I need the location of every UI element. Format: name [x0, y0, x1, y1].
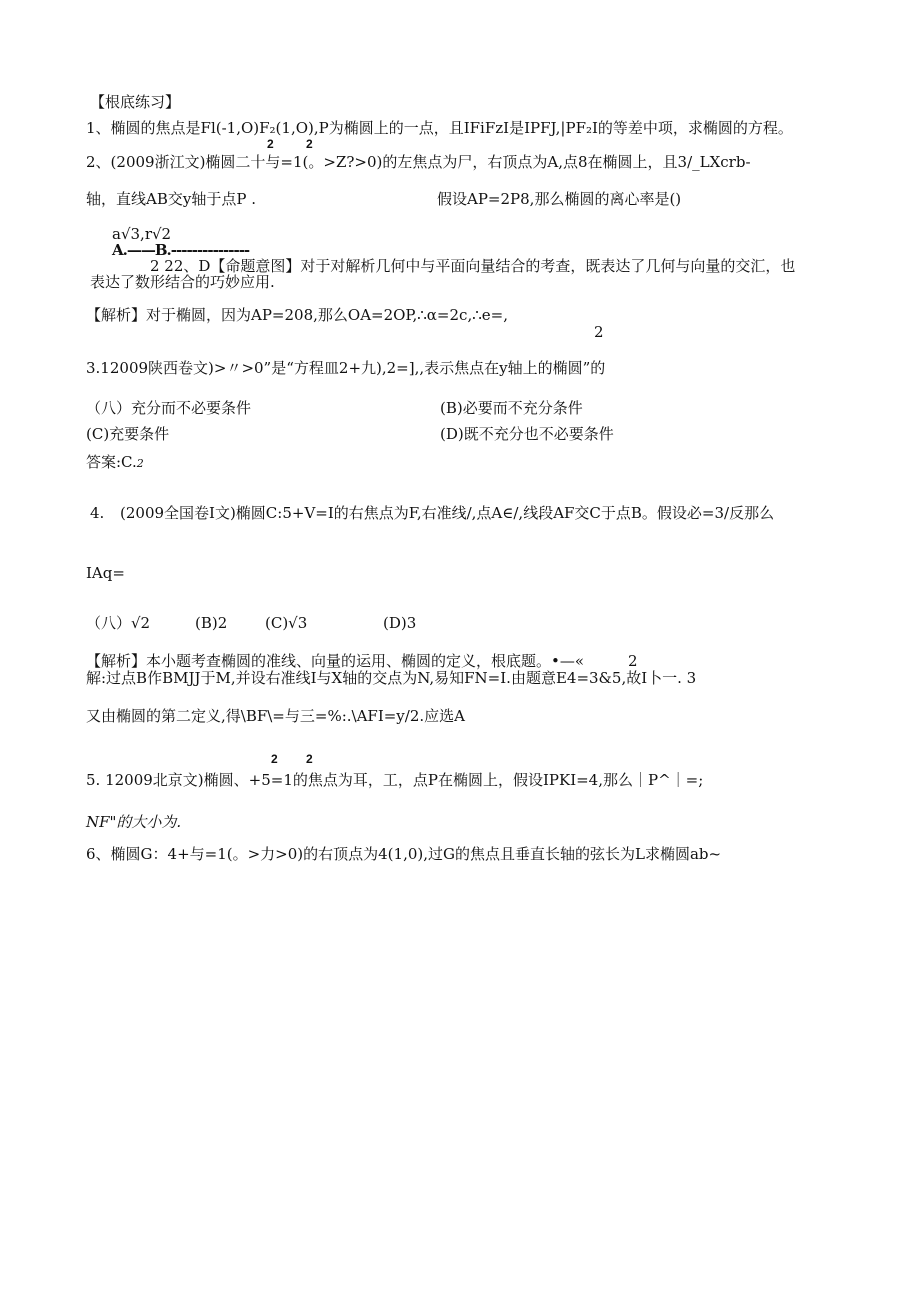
- question-5-stem: 5. 12009北京文)椭圆、+5=1的焦点为耳，工，点P在椭圆上，假设IPKI=4,那么｜P^｜=;: [86, 771, 704, 789]
- question-4-solution: 解:过点B作BMJJ于M,并设右准线I与X轴的交点为N,易知FN=I.由题意E4=3&5,故I卜一. 3: [86, 669, 697, 687]
- question-2-options: A.——B.---------------: [112, 241, 250, 259]
- question-2-intent-cont: 表达了数形结合的巧妙应用.: [90, 273, 275, 291]
- section-title: 【根底练习】: [90, 93, 181, 111]
- question-3-stem: 3.12009陕西卷文)>〃>0”是“方程皿2+九),2=],,表示焦点在y轴上的椭圆”的: [86, 359, 606, 377]
- question-4-option-a: （八）√2: [86, 614, 151, 632]
- question-3-option-b: (B)必要而不充分条件: [440, 399, 583, 417]
- question-5-superscript-a: 2: [271, 752, 278, 766]
- question-4-option-d: (D)3: [383, 614, 417, 632]
- question-2-stem-cont: 轴，直线AB交y轴于点P .: [86, 190, 256, 208]
- question-3-option-c: (C)充要条件: [86, 425, 170, 443]
- question-2-intent: 2 22、D【命题意图】对于对解析几何中与平面向量结合的考查，既表达了几何与向量的交汇，也: [150, 257, 796, 275]
- question-6-stem: 6、椭圆G：4+与=1(。>力>0)的右顶点为4(1,0),过G的焦点且垂直长轴的弦长为L求椭圆ab~: [86, 845, 722, 863]
- question-4-solution-cont: 又由椭圆的第二定义,得\BF\=与三=%:.\AFI=y/2.应选A: [86, 707, 465, 725]
- question-2-condition: 假设AP=2P8,那么椭圆的离心率是(): [437, 190, 682, 208]
- question-3-answer-subscript: 2: [136, 457, 144, 470]
- question-2-stem: 2、(2009浙江文)椭圆二十与=1(。>Z?>0)的左焦点为尸，右顶点为A,点8在椭圆上，且3/_LXcrb-: [86, 153, 751, 171]
- question-2-superscript-a: 2: [267, 137, 274, 151]
- question-3-option-a: （八）充分而不必要条件: [86, 399, 252, 417]
- question-4-option-b: (B)2: [195, 614, 228, 632]
- question-3-answer-text: 答案:C.: [86, 453, 137, 471]
- question-1: 1、椭圆的焦点是Fl(-1,O)F₂(1,O),P为椭圆上的一点，且IFiFzI是IPFJ,|PF₂I的等差中项，求椭圆的方程。: [86, 119, 793, 137]
- question-2-analysis: 【解析】对于椭圆，因为AP=208,那么OA=2OP,∴α=2c,∴e=,: [86, 306, 508, 324]
- question-3-option-d: (D)既不充分也不必要条件: [440, 425, 614, 443]
- question-2-analysis-number: 2: [594, 323, 604, 341]
- question-4-option-c: (C)√3: [265, 614, 308, 632]
- question-4-analysis-number: 2: [628, 652, 638, 670]
- question-4-number: 4.: [90, 504, 105, 522]
- question-2-options-top: a√3,r√2: [112, 225, 172, 243]
- question-4-analysis: 【解析】本小题考查椭圆的准线、向量的运用、椭圆的定义，根底题。•—«: [86, 652, 585, 670]
- question-2-superscript-b: 2: [306, 137, 313, 151]
- question-4-stem: (2009全国卷I文)椭圆C:5+V=I的右焦点为F,右准线/,点A∈/,线段AF交C于点B。假设必=3/反那么: [120, 504, 775, 522]
- question-3-answer: [86, 452, 144, 474]
- question-5-superscript-b: 2: [306, 752, 313, 766]
- question-5-stem-cont: NF"的大小为.: [86, 813, 182, 831]
- question-4-stem-cont: IAq=: [86, 564, 125, 582]
